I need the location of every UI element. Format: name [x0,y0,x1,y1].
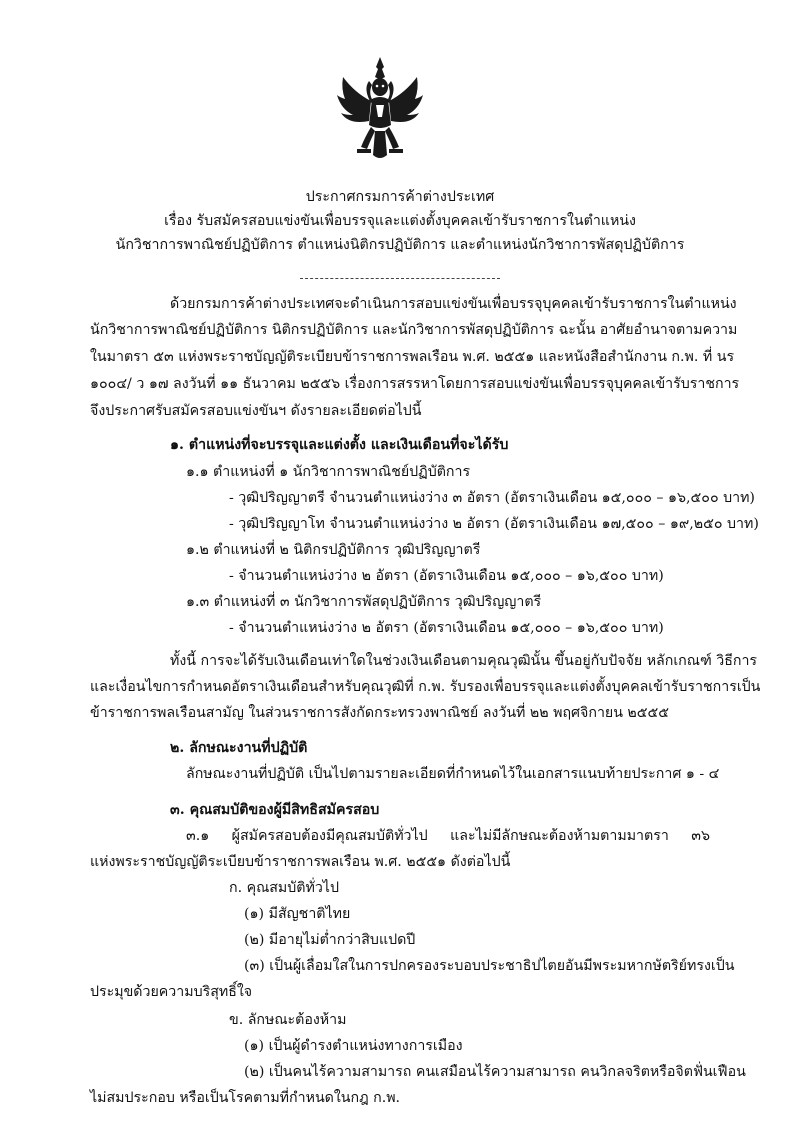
intro-line: ในมาตรา ๕๓ แห่งพระราชบัญญัติระเบียบข้าราชการพลเรือน พ.ศ. ๒๕๕๑ และหนังสือสำนักงาน ก.พ. ที่ นร [90,349,735,365]
general-qualification-item: (๑) มีสัญชาติไทย [244,906,351,922]
section-3-heading: ๓. คุณสมบัติของผู้มีสิทธิสมัครสอบ [170,802,380,818]
position-detail: - จำนวนตำแหน่งว่าง ๒ อัตรา (อัตราเงินเดือน ๑๕,๐๐๐ – ๑๖,๕๐๐ บาท) [229,620,664,636]
qualification-line: แห่งพระราชบัญญัติระเบียบข้าราชการพลเรือน พ.ศ. ๒๕๕๑ ดังต่อไปนี้ [90,854,511,870]
garuda-emblem-icon [335,55,425,165]
salary-note-line: และเงื่อนไขการกำหนดอัตราเงินเดือนสำหรับคุณวุฒิที่ ก.พ. รับรองเพื่อบรรจุและแต่งตั้งบุคคลเข้ารับราชการเป็น [90,679,761,695]
intro-line: ๑๐๐๔/ ว ๑๗ ลงวันที่ ๑๑ ธันวาคม ๒๕๕๖ เรื่องการสรรหาโดยการสอบแข่งขันเพื่อบรรจุบุคคลเข้ารับราชการ [90,376,740,392]
salary-note-line: ข้าราชการพลเรือนสามัญ ในส่วนราชการสังกัดกระทรวงพาณิชย์ ลงวันที่ ๒๒ พฤศจิกายน ๒๕๕๕ [90,705,669,721]
prohibited-item: (๒) เป็นคนไร้ความสามารถ คนเสมือนไร้ความสามารถ คนวิกลจริตหรือจิตฟั่นเฟือน [244,1064,746,1080]
general-qualification-item: ประมุขด้วยความบริสุทธิ์ใจ [90,984,253,1000]
position-detail: - จำนวนตำแหน่งว่าง ๒ อัตรา (อัตราเงินเดือน ๑๕,๐๐๐ – ๑๖,๕๐๐ บาท) [229,568,664,584]
general-qualification-item: (๒) มีอายุไม่ต่ำกว่าสิบแปดปี [244,932,416,948]
section-1-heading: ๑. ตำแหน่งที่จะบรรจุและแต่งตั้ง และเงินเดือนที่จะได้รับ [170,437,509,453]
section-2-heading: ๒. ลักษณะงานที่ปฏิบัติ [170,740,308,756]
document-subject-line2: นักวิชาการพาณิชย์ปฏิบัติการ ตำแหน่งนิติกรปฏิบัติการ และตำแหน่งนักวิชาการพัสดุปฏิบัติการ [115,237,685,253]
prohibited-heading: ข. ลักษณะต้องห้าม [229,1012,347,1028]
position-item: ๑.๒ ตำแหน่งที่ ๒ นิติกรปฏิบัติการ วุฒิปริญญาตรี [186,542,481,558]
document-subject: เรื่อง รับสมัครสอบแข่งขันเพื่อบรรจุและแต่งตั้งบุคคลเข้ารับราชการในตำแหน่ง [164,213,636,229]
document-title: ประกาศกรมการค้าต่างประเทศ [305,189,495,205]
intro-line: จึงประกาศรับสมัครสอบแข่งขันฯ ดังรายละเอียดต่อไปนี้ [90,403,422,419]
prohibited-item: ไม่สมประกอบ หรือเป็นโรคตามที่กำหนดในกฎ ก.พ. [90,1090,401,1106]
intro-line: นักวิชาการพาณิชย์ปฏิบัติการ นิติกรปฏิบัติการ และนักวิชาการพัสดุปฏิบัติการ ฉะนั้น อาศัยอำนาจตามความ [90,322,738,338]
position-item: ๑.๑ ตำแหน่งที่ ๑ นักวิชาการพาณิชย์ปฏิบัติการ [186,464,471,480]
position-item: ๑.๓ ตำแหน่งที่ ๓ นักวิชาการพัสดุปฏิบัติการ วุฒิปริญญาตรี [186,594,542,610]
header-divider [300,278,500,279]
position-detail: - วุฒิปริญญาโท จำนวนตำแหน่งว่าง ๒ อัตรา (อัตราเงินเดือน ๑๗,๕๐๐ – ๑๙,๒๕๐ บาท) [229,516,759,532]
intro-line: ด้วยกรมการค้าต่างประเทศจะดำเนินการสอบแข่งขันเพื่อบรรจุบุคคลเข้ารับราชการในตำแหน่ง [170,296,737,312]
general-qualifications-heading: ก. คุณสมบัติทั่วไป [229,880,339,896]
prohibited-item: (๑) เป็นผู้ดำรงตำแหน่งทางการเมือง [244,1038,463,1054]
qualification-line: ๓.๑ ผู้สมัครสอบต้องมีคุณสมบัติทั่วไป และไม่มีลักษณะต้องห้ามตามมาตรา ๓๖ [186,828,710,844]
general-qualification-item: (๓) เป็นผู้เลื่อมใสในการปกครองระบอบประชาธิปไตยอันมีพระมหากษัตริย์ทรงเป็น [244,958,735,974]
section-2-body: ลักษณะงานที่ปฏิบัติ เป็นไปตามรายละเอียดที่กำหนดไว้ในเอกสารแนบท้ายประกาศ ๑ - ๔ [186,766,720,782]
position-detail: - วุฒิปริญญาตรี จำนวนตำแหน่งว่าง ๓ อัตรา (อัตราเงินเดือน ๑๕,๐๐๐ – ๑๖,๕๐๐ บาท) [229,490,755,506]
salary-note-line: ทั้งนี้ การจะได้รับเงินเดือนเท่าใดในช่วงเงินเดือนตามคุณวุฒินั้น ขึ้นอยู่กับปัจจัย หลักเกณฑ์ วิธีการ [170,653,758,669]
